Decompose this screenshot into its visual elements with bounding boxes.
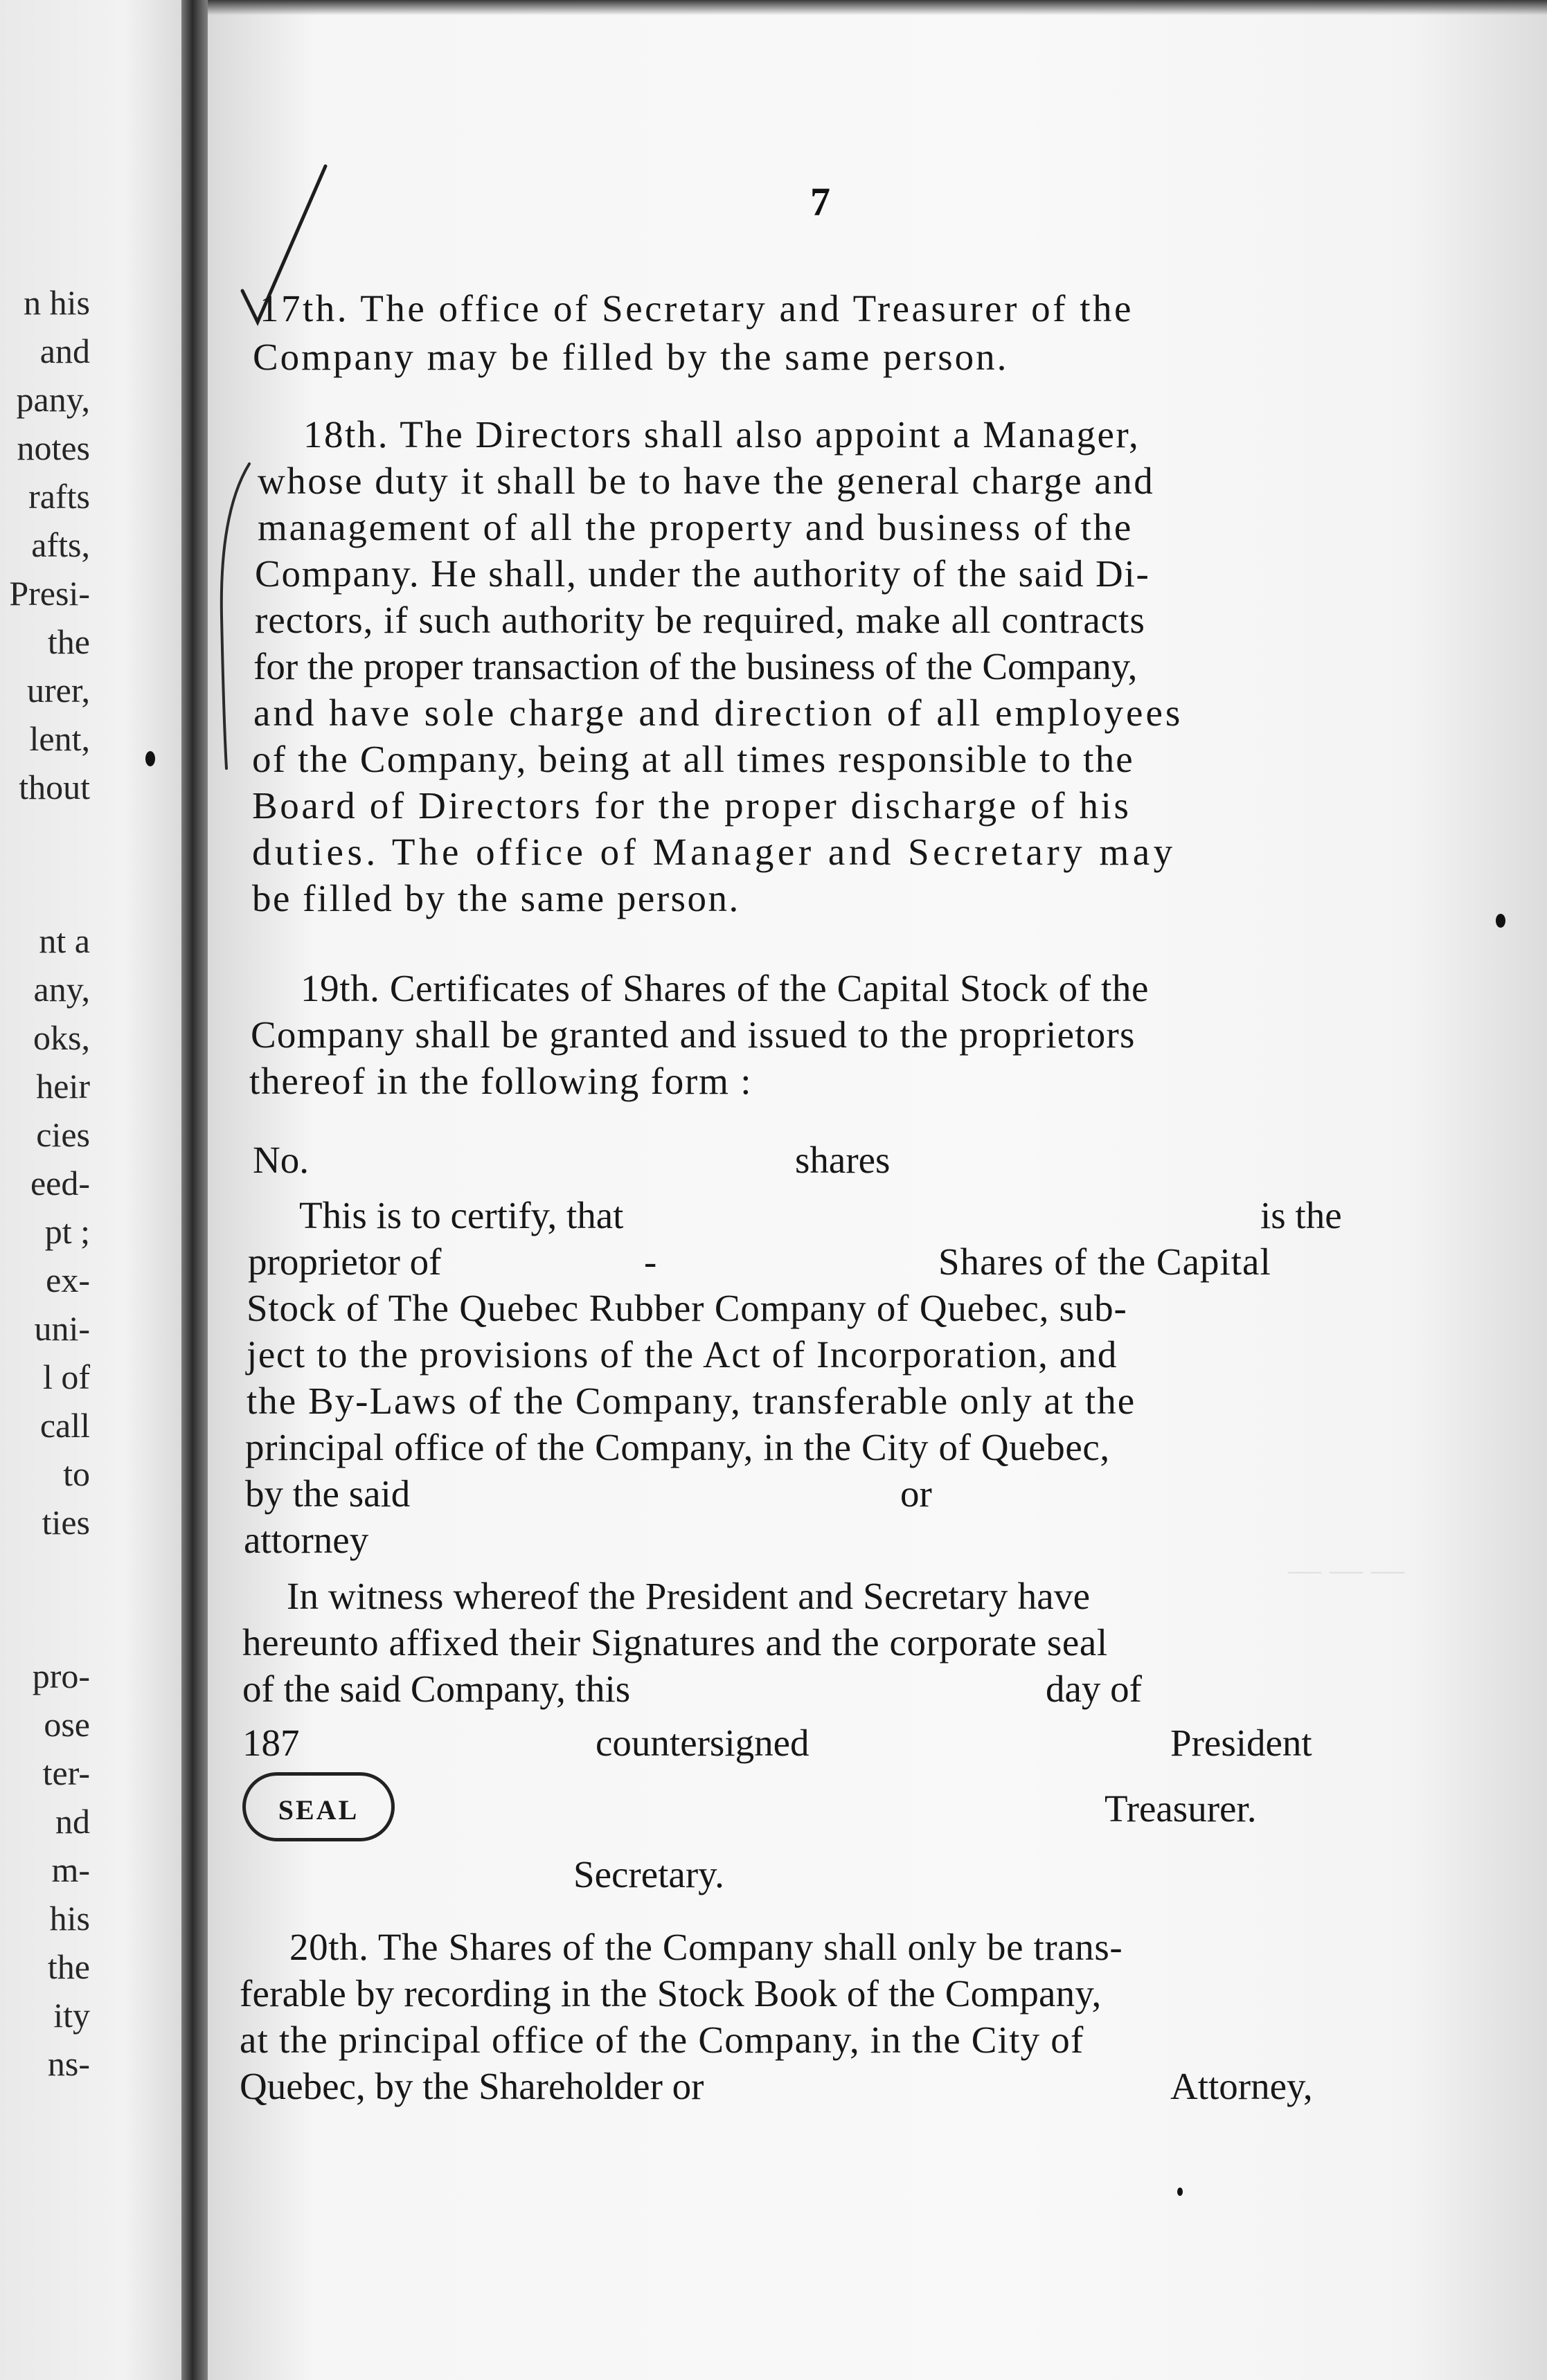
certificate-secretary: Secretary.: [573, 1853, 724, 1895]
ink-speck: [1177, 2188, 1183, 2196]
book-gutter: [181, 0, 209, 2380]
facing-fragment: notes: [17, 429, 90, 467]
bleed-through: — — —: [1288, 1551, 1404, 1588]
certificate-is-the: is the: [1260, 1194, 1342, 1236]
facing-fragment: pro-: [32, 1657, 90, 1695]
certificate-witness-line: hereunto affixed their Signatures and the corporate seal: [242, 1621, 1108, 1664]
article-18-line: Company. He shall, under the authority of the said Di-: [255, 552, 1150, 595]
facing-fragment: nt a: [39, 921, 90, 960]
facing-fragment: afts,: [31, 525, 90, 564]
facing-fragment: uni-: [34, 1309, 90, 1348]
seal-stamp: SEAL: [242, 1772, 395, 1841]
facing-fragment: l of: [42, 1358, 90, 1396]
article-20-line: at the principal office of the Company, in the City of: [240, 2019, 1084, 2061]
facing-fragment: oks,: [33, 1018, 90, 1057]
facing-fragment: Presi-: [9, 574, 90, 613]
facing-fragment: pt ;: [44, 1212, 90, 1251]
page-number: 7: [810, 179, 830, 224]
certificate-certify: This is to certify, that: [299, 1194, 624, 1236]
certificate-countersigned: countersigned: [596, 1722, 810, 1764]
certificate-year: 187: [242, 1722, 300, 1764]
facing-fragment: pany,: [16, 380, 90, 419]
facing-fragment: his: [49, 1899, 90, 1938]
article-20-last-left: Quebec, by the Shareholder or: [240, 2065, 704, 2107]
facing-fragment: the: [47, 1947, 90, 1986]
facing-fragment: cies: [36, 1115, 90, 1154]
article-18-line: for the proper transaction of the business of the Company,: [253, 645, 1138, 687]
certificate-shares-capital: Shares of the Capital: [938, 1241, 1271, 1283]
certificate-president: President: [1170, 1722, 1312, 1764]
facing-fragment: to: [63, 1454, 90, 1493]
facing-fragment: lent,: [29, 719, 90, 758]
article-18-line: Board of Directors for the proper discharge of his: [252, 784, 1132, 827]
certificate-line: ject to the provisions of the Act of Incorporation, and: [247, 1333, 1118, 1376]
facing-fragment: urer,: [27, 671, 90, 710]
facing-fragment: nd: [55, 1802, 90, 1841]
facing-page: [0, 0, 208, 2380]
certificate-blank-dash: -: [644, 1241, 657, 1283]
certificate-proprietor: proprietor of: [248, 1241, 442, 1283]
facing-fragment: the: [47, 622, 90, 661]
ink-speck: [145, 751, 155, 766]
certificate-no-label: No.: [253, 1139, 309, 1181]
article-20-line: 20th. The Shares of the Company shall only be trans-: [289, 1926, 1123, 1968]
certificate-treasurer: Treasurer.: [1105, 1787, 1257, 1830]
article-18-line: of the Company, being at all times responsible to the: [252, 738, 1134, 780]
article-17-line: 17th. The office of Secretary and Treasurer of the: [260, 287, 1134, 330]
facing-fragment: thout: [19, 768, 90, 806]
facing-fragment: heir: [36, 1067, 90, 1106]
facing-fragment: ity: [53, 1996, 90, 2035]
facing-fragment: eed-: [30, 1164, 90, 1202]
certificate-or: or: [900, 1472, 932, 1515]
article-18-line: 18th. The Directors shall also appoint a Manager,: [303, 413, 1141, 456]
facing-fragment: ns-: [47, 2044, 90, 2083]
facing-fragment: n his: [24, 283, 90, 322]
certificate-by-the-said: by the said: [245, 1472, 411, 1515]
facing-fragment: ties: [42, 1503, 90, 1542]
article-18-line: be filled by the same person.: [252, 877, 740, 919]
certificate-line: principal office of the Company, in the City of Quebec,: [245, 1426, 1110, 1468]
facing-fragment: any,: [33, 970, 90, 1009]
certificate-company-this: of the said Company, this: [242, 1668, 631, 1710]
article-18-line: and have sole charge and direction of all employees: [253, 692, 1183, 734]
article-18-line: management of all the property and business of the: [258, 506, 1134, 548]
facing-fragment: rafts: [28, 477, 90, 516]
page-top-shadow: [208, 0, 1547, 15]
certificate-line: the By-Laws of the Company, transferable only at the: [247, 1380, 1136, 1422]
handwritten-bracket-icon: [211, 457, 253, 775]
facing-fragment: and: [39, 332, 90, 370]
ink-speck: [1496, 914, 1505, 928]
article-18-line: whose duty it shall be to have the general charge and: [258, 460, 1155, 502]
certificate-line: Stock of The Quebec Rubber Company of Quebec, sub-: [247, 1287, 1127, 1329]
facing-fragment: ter-: [42, 1754, 90, 1792]
article-19-line: 19th. Certificates of Shares of the Capital Stock of the: [301, 967, 1149, 1009]
facing-fragment: m-: [51, 1850, 90, 1889]
certificate-witness-line: In witness whereof the President and Secretary have: [287, 1575, 1091, 1617]
article-17-line: Company may be filled by the same person.: [253, 336, 1009, 378]
article-18-line: rectors, if such authority be required, make all contracts: [255, 599, 1145, 641]
certificate-day-of: day of: [1046, 1668, 1142, 1710]
certificate-shares-label: shares: [795, 1139, 891, 1181]
article-19-line: thereof in the following form :: [249, 1060, 753, 1102]
certificate-attorney: attorney: [244, 1519, 369, 1561]
facing-fragment: call: [39, 1406, 90, 1445]
article-20-line: ferable by recording in the Stock Book of the Company,: [240, 1972, 1102, 2014]
facing-fragment: ose: [44, 1705, 90, 1744]
article-20-last-right: Attorney,: [1170, 2065, 1313, 2107]
article-18-line: duties. The office of Manager and Secretary may: [252, 831, 1177, 873]
article-19-line: Company shall be granted and issued to the proprietors: [251, 1013, 1136, 1056]
facing-fragment: ex-: [46, 1261, 90, 1299]
